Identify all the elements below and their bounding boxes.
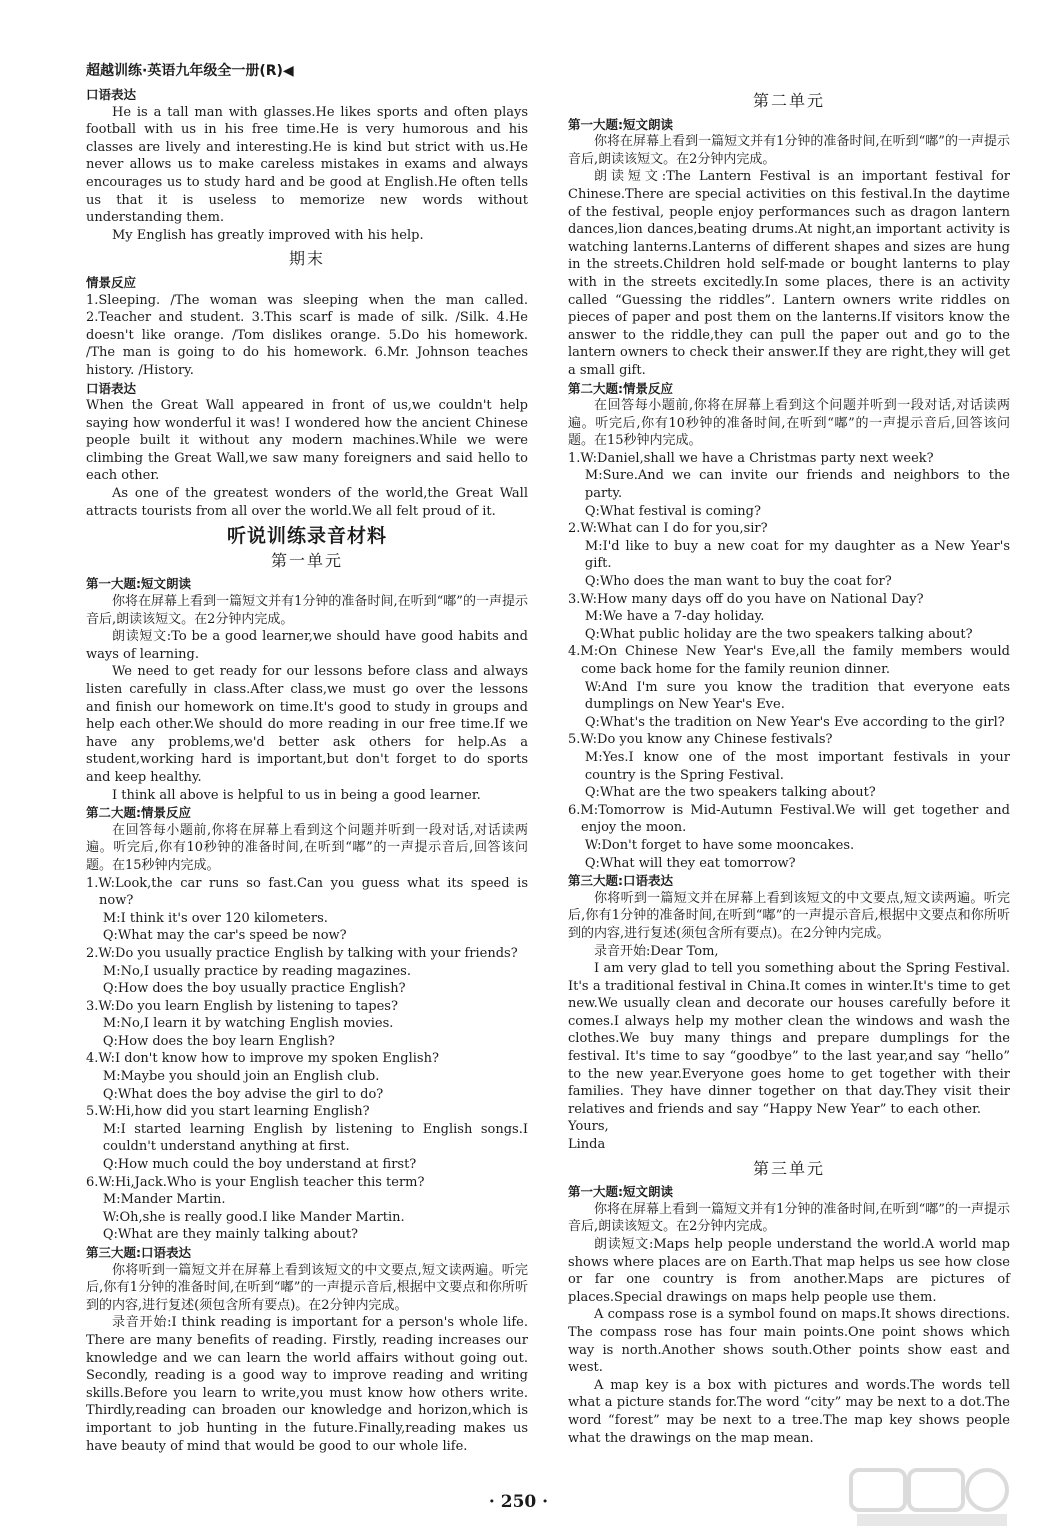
section-heading: 听说训练录音材料 — [226, 525, 387, 548]
page-number: · 250 · — [488, 1492, 549, 1512]
text-paragraph: 你将在屏幕上看到一篇短文并有1分钟的准备时间,在听到“嘟”的一声提示音后,朗读该短文。在2分钟内完成。 — [86, 594, 528, 627]
text-paragraph: Q:How does the boy usually practice English? — [102, 981, 406, 997]
section-label: 第一大题:短文朗读 — [568, 1184, 673, 1200]
text-paragraph: He is a tall man with glasses.He likes sports and often plays football with us in his free time.He is very humorous and his classes are lively and interesting.He is kind but strict with us.He never allows us to make careless mistakes in exams and always encourages us to study hard and be good at English.He often tells us that it is useless to memorize new words without understanding them. — [86, 104, 528, 226]
text-paragraph: When the Great Wall appeared in front of us,we couldn't help saying how wonderful it was! I wondered how the ancient Chinese people built it without any modern machines.While we were climbing the Great Wall,we saw many foreigners and said hello to each other. — [86, 398, 528, 484]
text-paragraph: M:Mander Martin. — [102, 1192, 226, 1208]
text-paragraph: My English has greatly improved with his help. — [112, 227, 424, 243]
section-label: 第二大题:情景反应 — [86, 805, 191, 821]
text-paragraph: Q:How does the boy learn English? — [102, 1033, 335, 1049]
watermark-logo-icon — [847, 1466, 1017, 1530]
section-heading: 第三单元 — [752, 1158, 825, 1178]
text-paragraph: W:Oh,she is really good.I like Mander Martin. — [102, 1209, 405, 1225]
text-paragraph: 6.W:Hi,Jack.Who is your English teacher this term? — [86, 1174, 425, 1190]
page-header: 超越训练·英语九年级全一册(R)◀ — [86, 63, 294, 79]
text-paragraph: 在回答每小题前,你将在屏幕上看到这个问题并听到一段对话,对话读两遍。听完后,你有10秒钟的准备时间,在听到“嘟”的一声提示音后,回答该问题。在15秒钟内完成。 — [86, 822, 528, 873]
text-paragraph: 你将听到一篇短文并在屏幕上看到该短文的中文要点,短文读两遍。听完后,你有1分钟的准备时间,在听到“嘟”的一声提示音后,根据中文要点和你所听到的内容,进行复述(须包含所有要点)。在2分钟内完成。 — [568, 890, 1010, 941]
right-column — [568, 86, 1010, 1447]
text-paragraph: M:I started learning English by listening to English songs.I couldn't understand anything at first. — [102, 1121, 528, 1155]
text-paragraph: 在回答每小题前,你将在屏幕上看到这个问题并听到一段对话,对话读两遍。听完后,你有10秒钟的准备时间,在听到“嘟”的一声提示音后,回答该问题。在15秒钟内完成。 — [568, 398, 1010, 449]
text-paragraph: 1.Sleeping. /The woman was sleeping when the man called. 2.Teacher and student. 3.This scarf is made of silk. /Silk. 4.He doesn't like orange. /Tom dislikes orange. 5.Do his homework. /The man is going to do his homework. 6.Mr. Johnson teaches history. /History. — [86, 292, 528, 378]
text-paragraph: M:Yes.I know one of the most important festivals in your country is the Spring Festival. — [584, 749, 1010, 783]
text-paragraph: M:Maybe you should join an English club. — [102, 1069, 380, 1085]
section-heading: 期末 — [288, 249, 325, 269]
section-label: 第一大题:短文朗读 — [568, 116, 673, 132]
text-paragraph: Q:What's the tradition on New Year's Eve according to the girl? — [584, 714, 1005, 730]
text-paragraph: 2.W:Do you usually practice English by talking with your friends? — [86, 945, 518, 961]
text-paragraph: 4.M:On Chinese New Year's Eve,all the family members would come back home for the family reunion dinner. — [568, 644, 1010, 677]
left-column — [86, 86, 528, 1455]
text-paragraph: 6.M:Tomorrow is Mid-Autumn Festival.We will get together and enjoy the moon. — [568, 802, 1010, 836]
text-paragraph: A map key is a box with pictures and words.The words tell what a picture stands for.The word “city” may be next to a dot.The word “forest” may be next to a tree.The map key shows people what the drawings on the map mean. — [568, 1377, 1010, 1446]
text-paragraph: Q:What public holiday are the two speakers talking about? — [584, 626, 973, 642]
text-paragraph: Linda — [568, 1137, 606, 1153]
text-paragraph: M:No,I learn it by watching English movies. — [102, 1016, 394, 1032]
text-paragraph: M:I'd like to buy a new coat for my daughter as a New Year's gift. — [584, 538, 1010, 572]
text-paragraph: M:We have a 7-day holiday. — [584, 609, 765, 625]
text-paragraph: 2.W:What can I do for you,sir? — [568, 521, 768, 537]
text-paragraph: I am very glad to tell you something about the Spring Festival. It's a traditional festival in China.It comes in winter.It's time to get new.We usually clean and decorate our houses carefully before it comes.I always help my mother clean the windows and wash the clothes.We buy many things and prepare dumplings for the festival. It's time to say “goodbye” to the last year,and say “hello” to the new year.Everyone goes home to get together with their families. They have dinner together on that day.They visit their relatives and friends and say “Happy New Year” to each other. — [568, 961, 1010, 1117]
text-paragraph: Q:Who does the man want to buy the coat for? — [584, 574, 892, 590]
section-label: 第二大题:情景反应 — [568, 380, 673, 396]
text-paragraph: 录音开始:Dear Tom, — [594, 943, 719, 959]
section-label: 第三大题:口语表达 — [568, 873, 673, 889]
section-label: 口语表达 — [86, 380, 137, 396]
text-paragraph: I think all above is helpful to us in being a good learner. — [112, 787, 481, 803]
text-paragraph: 1.W:Look,the car runs so fast.Can you guess what its speed is now? — [86, 875, 528, 909]
text-paragraph: 5.W:Do you know any Chinese festivals? — [568, 732, 833, 748]
text-paragraph: Q:What are the two speakers talking about? — [584, 785, 876, 801]
text-paragraph: As one of the greatest wonders of the world,the Great Wall attracts tourists from all over the world.We all felt proud of it. — [86, 486, 528, 519]
section-heading: 第一单元 — [270, 550, 343, 570]
text-paragraph: Q:What are they mainly talking about? — [102, 1227, 359, 1243]
text-paragraph: 你将听到一篇短文并在屏幕上看到该短文的中文要点,短文读两遍。听完后,你有1分钟的准备时间,在听到“嘟”的一声提示音后,根据中文要点和你所听到的内容,进行复述(须包含所有要点)。在2分钟内完成。 — [86, 1262, 528, 1313]
section-heading: 第二单元 — [752, 91, 825, 110]
text-paragraph: 朗读短文:To be a good learner,we should have good habits and ways of learning. — [86, 629, 528, 662]
text-paragraph: 5.W:Hi,how did you start learning English? — [86, 1104, 370, 1120]
text-paragraph: 录音开始:I think reading is important for a person's whole life. There are many benefits of reading. Firstly, reading increases our knowledge and we can learn the world affairs without going out. Secondly, reading is a good way to improve reading and writing skills.Before you learn to write,you must know how others write. Thirdly,reading can broaden our knowledge and horizon,which is important to job hunting in the future.Finally,reading makes us have beauty of mind that would be good to our whole life. — [86, 1315, 528, 1454]
section-label: 第一大题:短文朗读 — [86, 576, 191, 592]
text-paragraph: Yours, — [568, 1119, 609, 1135]
text-paragraph: W:And I'm sure you know the tradition that everyone eats dumplings on New Year's Eve. — [584, 679, 1010, 713]
text-paragraph: Q:What will they eat tomorrow? — [584, 855, 796, 871]
text-paragraph: 朗读短文:The Lantern Festival is an important festival for Chinese.There are special activities on this festival.In the daytime of the festival, people enjoy performances such as dragon lantern dances,lion dances,beating drums.At night,an important activity is watching lanterns.Lanterns of different shapes and sizes are hung in the streets.Children hold self-made or bought lanterns to play with in the streets excitedly.In some places, there is an activity called “Guessing the riddles”. Lantern owners write riddles on pieces of paper and post them on the lanterns.If visitors know the answer to the riddle,they can pull the paper out and go to the lantern owners to check their answer.If they are right,they will get a small gift. — [568, 169, 1010, 378]
text-paragraph: 你将在屏幕上看到一篇短文并有1分钟的准备时间,在听到“嘟”的一声提示音后,朗读该短文。在2分钟内完成。 — [568, 134, 1010, 167]
text-paragraph: 3.W:Do you learn English by listening to tapes? — [86, 998, 398, 1014]
section-label: 情景反应 — [86, 274, 137, 290]
text-paragraph: 3.W:How many days off do you have on National Day? — [568, 591, 924, 607]
text-paragraph: M:I think it's over 120 kilometers. — [102, 910, 328, 926]
text-paragraph: M:No,I usually practice by reading magazines. — [102, 963, 411, 979]
text-paragraph: Q:What does the boy advise the girl to do? — [102, 1086, 384, 1102]
text-paragraph: 朗读短文:Maps help people understand the world.A world map shows where places are on Earth.That map helps us see how close or far one country is from another.Maps are pictures of places.Special drawings on maps help people use them. — [568, 1237, 1010, 1305]
text-paragraph: M:Sure.And we can invite our friends and neighbors to the party. — [584, 468, 1010, 502]
text-paragraph: 4.W:I don't know how to improve my spoken English? — [86, 1051, 439, 1067]
text-paragraph: Q:What festival is coming? — [584, 503, 761, 519]
text-paragraph: A compass rose is a symbol found on maps.It shows directions. The compass rose has four main points.One point shows which way is north.Another shows south.Other points show east and west. — [568, 1307, 1010, 1376]
text-paragraph: Q:How much could the boy understand at first? — [102, 1157, 417, 1173]
text-paragraph: 1.W:Daniel,shall we have a Christmas party next week? — [568, 450, 934, 466]
text-paragraph: W:Don't forget to have some mooncakes. — [584, 837, 855, 853]
section-label: 第三大题:口语表达 — [86, 1245, 191, 1260]
text-paragraph: We need to get ready for our lessons before class and always listen carefully in class.After class,we must go over the lessons and finish our homework on time.It's good to study in groups and help each other.We should do more reading in our free time.If we have any problems,we'd better ask others for help.As a student,working hard is important,but don't forget to do sports and keep healthy. — [86, 664, 528, 785]
text-paragraph: Q:What may the car's speed be now? — [102, 928, 347, 944]
text-paragraph: 你将在屏幕上看到一篇短文并有1分钟的准备时间,在听到“嘟”的一声提示音后,朗读该短文。在2分钟内完成。 — [568, 1201, 1010, 1235]
section-label: 口语表达 — [86, 87, 137, 102]
